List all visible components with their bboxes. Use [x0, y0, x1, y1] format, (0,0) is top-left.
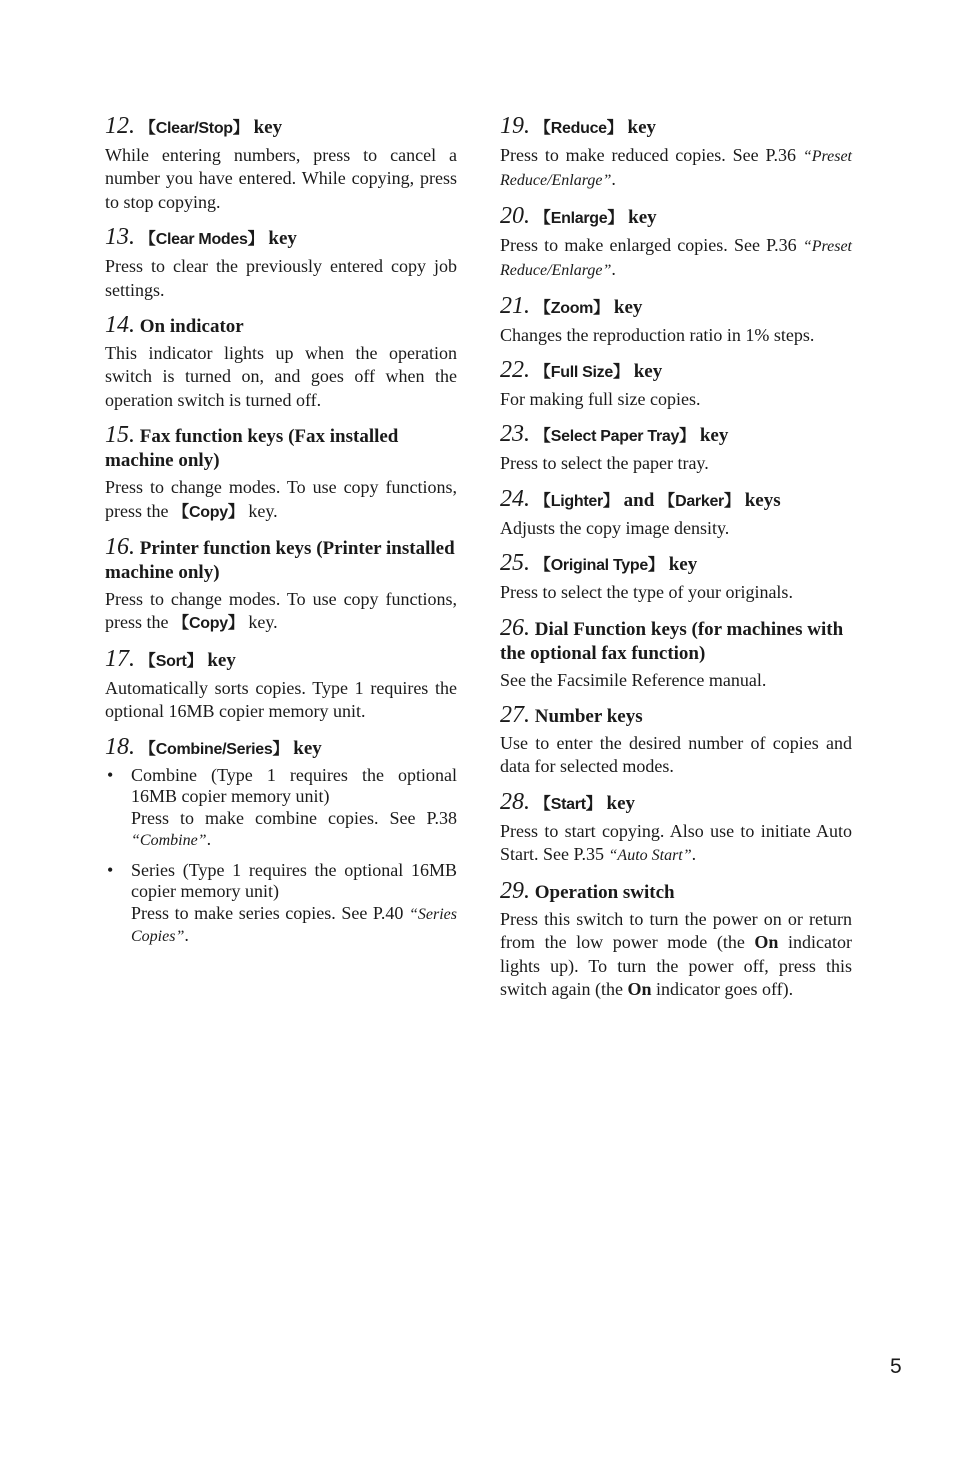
- item-22: [500, 358, 852, 411]
- heading-title: Fax function keys (Fax installed machine only): [105, 426, 399, 472]
- item-heading: 21. 【Zoom】 key: [500, 292, 643, 319]
- key-name: Sort: [155, 652, 187, 670]
- description-text: key.: [243, 500, 278, 521]
- bullet-icon: •: [107, 764, 114, 785]
- item-heading: [500, 616, 852, 666]
- item-12: [105, 114, 457, 214]
- key-name: Darker: [675, 492, 724, 510]
- item-description: Press to select the paper tray.: [500, 453, 709, 474]
- item-description: [500, 144, 852, 193]
- item-heading: 17. 【Sort】 key: [105, 645, 236, 672]
- cross-reference: “Preset Reduce/Enlarge”: [500, 148, 852, 190]
- item-heading: [105, 535, 457, 585]
- item-description: Press to clear the previously entered copy job settings.: [105, 256, 457, 300]
- item-heading: [500, 703, 852, 729]
- item-number: 21.: [500, 292, 530, 319]
- key-name: Combine/Series: [155, 740, 273, 758]
- key-name: Original Type: [550, 557, 648, 575]
- item-description: This indicator lights up when the operation switch is turned on, and goes off when the operation switch is turned off.: [105, 343, 457, 410]
- item-25: [500, 551, 852, 604]
- heading-suffix: key: [601, 792, 635, 814]
- description-text: Press to make reduced copies. See P.36: [500, 145, 803, 165]
- description-text: Press to start copying. Also use to initiate Auto Start. See P.35: [500, 820, 852, 865]
- bullet-text: Series (Type 1 requires the optional 16MB copier memory unit): [131, 859, 457, 902]
- item-14: [105, 313, 457, 412]
- item-16: [105, 535, 457, 636]
- punctuation: .: [691, 844, 697, 865]
- item-number: 27.: [500, 702, 530, 729]
- item-number: 20.: [500, 202, 530, 229]
- item-number: 17.: [105, 645, 135, 672]
- description-text: key.: [243, 612, 278, 633]
- heading-suffix: key: [248, 117, 283, 138]
- key-name: Enlarge: [550, 209, 608, 227]
- punctuation: .: [611, 169, 616, 190]
- heading-suffix: key: [263, 228, 297, 250]
- subtext: Press to make combine copies. See P.38: [131, 807, 457, 828]
- item-heading: 19. 【Reduce】 key: [500, 113, 657, 139]
- right-column: [500, 114, 852, 1012]
- item-heading: 12. 【Clear/Stop】 key: [105, 113, 283, 139]
- item-description: Press to select the type of your originals.: [500, 582, 793, 603]
- item-description: Adjusts the copy image density.: [500, 517, 730, 538]
- item-number: 12.: [105, 113, 135, 139]
- key-name: Zoom: [550, 299, 594, 317]
- item-26: [500, 616, 852, 692]
- heading-title: Number keys: [534, 706, 643, 728]
- item-heading: 23. 【Select Paper Tray】 key: [500, 421, 729, 448]
- item-18: [105, 735, 457, 948]
- bullet-subtext: [131, 903, 457, 948]
- list-item: [105, 860, 457, 948]
- description-text: Press to change modes. To use copy functions, press the: [105, 477, 457, 521]
- item-19: [500, 114, 852, 193]
- list-item: [105, 765, 457, 852]
- key-name: Lighter: [550, 492, 603, 510]
- item-description: See the Facsimile Reference manual.: [500, 669, 767, 690]
- heading-title: Printer function keys (Printer installed machine only): [105, 538, 455, 584]
- item-description: Use to enter the desired number of copies and data for selected modes.: [500, 733, 852, 777]
- heading-suffix: key: [628, 361, 663, 383]
- item-29: [500, 879, 852, 1002]
- item-description: Changes the reproduction ratio in 1% steps.: [500, 324, 815, 345]
- punctuation: .: [184, 925, 189, 946]
- key-name: Start: [550, 795, 586, 813]
- item-heading: 28. 【Start】 key: [500, 788, 635, 815]
- item-number: 16.: [105, 534, 135, 561]
- item-heading: [105, 313, 457, 339]
- item-description: Press to change modes. To use copy functions, press the 【Copy】 key.: [105, 589, 457, 633]
- key-name: Copy: [189, 615, 228, 633]
- cross-reference: “Preset Reduce/Enlarge”: [500, 237, 852, 280]
- item-28: [500, 790, 852, 868]
- key-name: Clear Modes: [155, 231, 248, 249]
- heading-suffix: key: [663, 554, 698, 576]
- item-description: While entering numbers, press to cancel a number you have entered. While copying, press to stop copying.: [105, 145, 457, 212]
- punctuation: .: [611, 259, 616, 280]
- item-heading: 24. 【Lighter】 and 【Darker】 keys: [500, 485, 781, 512]
- heading-suffix: key: [288, 737, 322, 759]
- item-description: Automatically sorts copies. Type 1 requires the optional 16MB copier memory unit.: [105, 677, 457, 722]
- heading-title: Dial Function keys (for machines with the optional fax function): [500, 618, 844, 664]
- bullet-list: [105, 765, 457, 948]
- item-heading: 18. 【Combine/Series】 key: [105, 733, 322, 760]
- heading-suffix: key: [623, 206, 657, 228]
- item-number: 14.: [105, 312, 135, 339]
- item-17: [105, 647, 457, 724]
- item-20: [500, 204, 852, 283]
- description-text: Press to make enlarged copies. See P.36: [500, 234, 803, 255]
- left-column: [105, 114, 457, 959]
- item-number: 28.: [500, 788, 530, 815]
- heading-title: On indicator: [139, 316, 244, 338]
- item-heading: [105, 423, 457, 473]
- description-text: indicator goes off).: [651, 978, 794, 999]
- key-name: Full Size: [550, 364, 613, 382]
- heading-connector: and: [618, 489, 660, 511]
- item-heading: 20. 【Enlarge】 key: [500, 202, 657, 229]
- heading-suffix: key: [609, 296, 643, 318]
- heading-suffix: key: [202, 649, 236, 671]
- heading-suffix: keys: [739, 489, 781, 511]
- item-number: 23.: [500, 421, 530, 448]
- description-text: Press this switch to turn the power on or return from the low power mode (the: [500, 908, 852, 953]
- item-description: [500, 908, 852, 1002]
- key-name: Select Paper Tray: [550, 428, 680, 446]
- item-number: 24.: [500, 485, 530, 512]
- cross-reference: “Auto Start”: [608, 847, 692, 865]
- item-23: [500, 422, 852, 475]
- item-number: 26.: [500, 614, 530, 641]
- indicator-name: On: [754, 932, 779, 953]
- key-name: Reduce: [550, 120, 607, 137]
- description-text: Press to change modes. To use copy functions, press the: [105, 589, 457, 633]
- item-heading: 22. 【Full Size】 key: [500, 357, 663, 384]
- item-number: 15.: [105, 422, 135, 449]
- item-description: [500, 820, 852, 868]
- item-number: 13.: [105, 224, 135, 251]
- item-heading: [500, 879, 852, 905]
- item-24: [500, 487, 852, 540]
- heading-title: Operation switch: [534, 881, 675, 903]
- item-number: 22.: [500, 357, 530, 384]
- page-number: 5: [890, 1355, 902, 1378]
- item-heading: 25. 【Original Type】 key: [500, 550, 698, 577]
- item-number: 18.: [105, 733, 135, 760]
- item-heading: 13. 【Clear Modes】 key: [105, 224, 297, 251]
- item-13: [105, 225, 457, 302]
- bullet-subtext: [131, 808, 457, 852]
- heading-suffix: key: [695, 425, 729, 447]
- heading-suffix: key: [622, 117, 657, 138]
- bullet-icon: •: [107, 859, 114, 880]
- item-description: Press to change modes. To use copy functions, press the 【Copy】 key.: [105, 477, 457, 521]
- item-15: [105, 423, 457, 524]
- cross-reference: “Combine”: [131, 832, 207, 850]
- punctuation: .: [206, 829, 212, 850]
- description-text: indicator lights up). To turn the power off, press this switch again (the: [500, 932, 852, 999]
- bullet-text: Combine (Type 1 requires the optional 16MB copier memory unit): [131, 764, 457, 807]
- item-27: [500, 703, 852, 779]
- item-number: 19.: [500, 113, 530, 139]
- key-name: Copy: [189, 503, 228, 521]
- item-21: [500, 294, 852, 347]
- item-description: For making full size copies.: [500, 389, 701, 410]
- item-number: 29.: [500, 877, 530, 904]
- key-name: Clear/Stop: [155, 120, 233, 137]
- item-description: [500, 234, 852, 283]
- indicator-name: On: [627, 978, 652, 999]
- cross-reference: “Series Copies”: [131, 905, 457, 946]
- item-number: 25.: [500, 550, 530, 577]
- subtext: Press to make series copies. See P.40: [131, 902, 409, 923]
